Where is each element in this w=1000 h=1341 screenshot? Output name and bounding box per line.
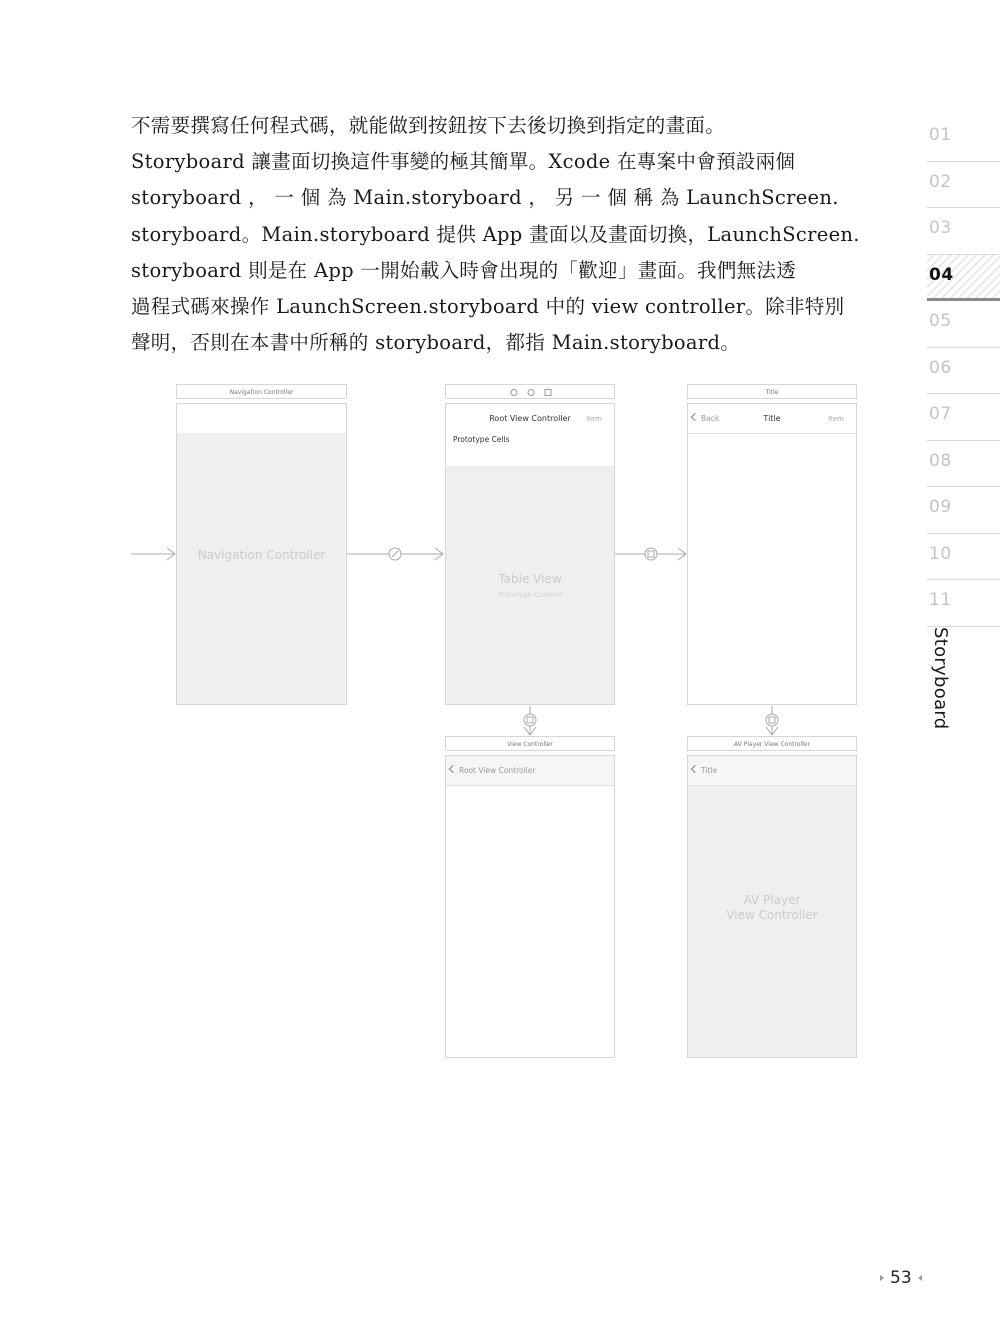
- root-vc-navbar: [446, 404, 614, 433]
- root-vc-nav-item-button[interactable]: Item: [586, 415, 602, 423]
- root-vc-dock[interactable]: [445, 384, 615, 399]
- view-controller-scene[interactable]: [445, 755, 615, 1058]
- paragraph-line: storyboard。Main.storyboard 提供 App 畫面以及畫面切換，LaunchScreen.: [131, 222, 860, 246]
- page-number: [880, 1268, 922, 1288]
- chapter-tabs: [927, 115, 1000, 627]
- chapter-tab-number: 01: [929, 125, 952, 145]
- paragraph-line: storyboard ， 一 個 為 Main.storyboard ， 另 一 個 稱 為 LaunchScreen.: [131, 186, 839, 210]
- av-player-label-line1: AV Player: [743, 893, 801, 907]
- view-controller-back-button[interactable]: [450, 766, 535, 775]
- av-player-navbar: [688, 756, 856, 786]
- chapter-tab-09[interactable]: [927, 487, 1000, 534]
- chapter-tab-number: 04: [929, 264, 954, 285]
- av-player-title-bar[interactable]: AV Player View Controller: [687, 736, 857, 751]
- nav-controller-label: Navigation Controller: [197, 548, 326, 562]
- nav-controller-body: [177, 433, 346, 704]
- chevron-left-icon: [691, 765, 699, 773]
- view-controller-navbar: [446, 756, 614, 786]
- chapter-tab-number: 11: [929, 590, 952, 610]
- back-label: Root View Controller: [459, 766, 536, 775]
- navigation-controller-scene[interactable]: [176, 403, 347, 705]
- chapter-tab-02[interactable]: [927, 162, 1000, 209]
- root-vc-nav-title: Root View Controller: [489, 414, 571, 423]
- scene-dock-icons: [501, 386, 561, 399]
- nav-controller-title-bar[interactable]: Navigation Controller: [176, 384, 347, 399]
- chapter-tab-06[interactable]: [927, 348, 1000, 395]
- chapter-tab-number: 05: [929, 311, 952, 331]
- chapter-tab-number: 09: [929, 497, 952, 517]
- chapter-tab-07[interactable]: [927, 394, 1000, 441]
- triangle-right-icon: [880, 1275, 884, 1281]
- chapter-tab-number: 08: [929, 450, 952, 471]
- paragraph-line: 過程式碼來操作 LaunchScreen.storyboard 中的 view controller。除非特別: [131, 295, 845, 319]
- chapter-tab-number: 07: [929, 404, 952, 424]
- chapter-tab-01[interactable]: [927, 115, 1000, 162]
- triangle-left-icon: [918, 1275, 922, 1281]
- table-view-label: Table View: [498, 572, 562, 586]
- page-number-value: 53: [890, 1268, 912, 1288]
- chevron-left-icon: [449, 765, 457, 773]
- paragraph-line: Storyboard 讓畫面切換這件事變的極其簡單。Xcode 在專案中會預設兩個: [131, 150, 796, 174]
- view-controller-title-bar[interactable]: View Controller: [445, 736, 615, 751]
- paragraph-line: 聲明，否則在本書中所稱的 storyboard，都指 Main.storyboard。: [131, 331, 741, 355]
- av-player-label-line2: View Controller: [726, 908, 818, 922]
- chapter-tab-03[interactable]: [927, 208, 1000, 255]
- av-player-view-controller-scene[interactable]: [687, 755, 857, 1058]
- chapter-tab-11[interactable]: [927, 580, 1000, 627]
- title-scene-navbar: [688, 404, 856, 434]
- chapter-tab-number: 06: [929, 357, 952, 378]
- chapter-name: Storyboard: [930, 627, 951, 730]
- title-scene-nav-item-button[interactable]: Item: [828, 415, 844, 423]
- chapter-tab-10[interactable]: [927, 534, 1000, 581]
- title-scene-nav-title: Title: [763, 414, 781, 423]
- prototype-content-label: Prototype Content: [498, 591, 562, 599]
- chapter-tab-number: 10: [929, 543, 952, 564]
- av-player-back-button[interactable]: [692, 766, 717, 775]
- prototype-cells-label: Prototype Cells: [453, 435, 510, 444]
- chapter-tab-number: 02: [929, 171, 952, 192]
- title-scene-title-bar[interactable]: Title: [687, 384, 857, 399]
- back-label: Back: [701, 414, 720, 423]
- chapter-tab-number: 03: [929, 218, 952, 238]
- root-view-controller-scene[interactable]: [445, 403, 615, 705]
- chapter-tab-08[interactable]: [927, 441, 1000, 488]
- title-scene[interactable]: [687, 403, 857, 705]
- chapter-tab-05[interactable]: [927, 301, 1000, 348]
- paragraph-line: storyboard 則是在 App 一開始載入時會出現的「歡迎」畫面。我們無法透: [131, 258, 797, 282]
- back-label: Title: [701, 766, 718, 775]
- paragraph-line: 不需要撰寫任何程式碼，就能做到按鈕按下去後切換到指定的畫面。: [131, 114, 726, 137]
- chapter-tab-04-active[interactable]: [927, 255, 1000, 302]
